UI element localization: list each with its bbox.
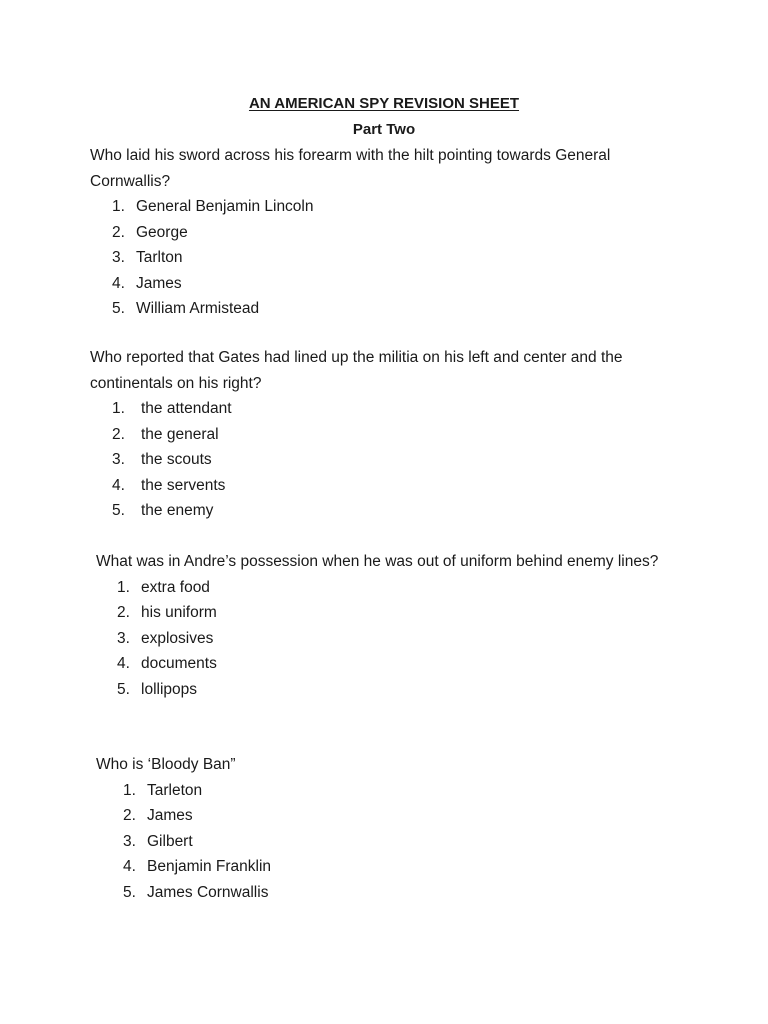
answer-item xyxy=(123,829,696,855)
question-1-answers xyxy=(112,194,690,322)
question-2-text: Who reported that Gates had lined up the militia on his left and center and the continentals on his right? xyxy=(90,349,623,392)
document-subtitle: Part Two xyxy=(352,121,416,138)
answer-item xyxy=(112,296,690,322)
answer-number: 4. xyxy=(117,655,130,672)
answer-item xyxy=(112,422,690,448)
answer-number: 3. xyxy=(112,249,125,266)
answer-number: 3. xyxy=(112,451,125,468)
answer-text: Tarlton xyxy=(136,249,183,266)
document-title-text: AN AMERICAN SPY REVISION SHEET xyxy=(248,95,520,112)
answer-text: James Cornwallis xyxy=(147,883,269,901)
answer-item xyxy=(112,447,690,473)
answer-number: 1. xyxy=(123,781,136,799)
question-3-answers xyxy=(117,575,696,703)
question-3 xyxy=(96,549,696,702)
answer-text: explosives xyxy=(141,629,214,647)
answer-text: George xyxy=(136,223,188,241)
answer-text: the attendant xyxy=(141,400,232,417)
answer-item xyxy=(112,271,690,297)
answer-item xyxy=(117,677,696,703)
answer-text: the servents xyxy=(141,476,226,494)
answer-item xyxy=(123,854,696,880)
answer-number: 4. xyxy=(123,858,136,875)
answer-number: 4. xyxy=(112,476,125,494)
answer-text: the enemy xyxy=(141,502,214,519)
answer-text: documents xyxy=(141,655,217,672)
question-2-answers xyxy=(112,396,690,524)
answer-item xyxy=(112,220,690,246)
answer-item xyxy=(112,194,690,220)
answer-number: 2. xyxy=(112,223,125,241)
answer-number: 5. xyxy=(112,300,125,317)
answer-item xyxy=(117,651,696,677)
answer-number: 1. xyxy=(112,198,125,215)
question-1 xyxy=(90,143,690,322)
answer-item xyxy=(112,473,690,499)
answer-text: Benjamin Franklin xyxy=(147,858,272,875)
answer-text: Gilbert xyxy=(147,832,193,850)
answer-item xyxy=(123,880,696,906)
answer-text: Tarleton xyxy=(147,781,203,799)
question-4 xyxy=(96,752,696,905)
answer-number: 1. xyxy=(117,578,130,596)
answer-item xyxy=(123,778,696,804)
answer-text: William Armistead xyxy=(136,300,260,317)
answer-text: James xyxy=(147,807,193,824)
answer-number: 5. xyxy=(117,680,130,698)
answer-number: 2. xyxy=(123,807,136,824)
answer-number: 2. xyxy=(117,604,130,621)
answer-number: 5. xyxy=(123,883,136,901)
question-4-answers xyxy=(123,778,696,906)
answer-item xyxy=(117,575,696,601)
answer-item xyxy=(112,498,690,524)
answer-text: General Benjamin Lincoln xyxy=(136,198,314,215)
answer-number: 4. xyxy=(112,274,125,292)
answer-item xyxy=(112,245,690,271)
question-3-text: What was in Andre’s possession when he was out of uniform behind enemy lines? xyxy=(96,553,659,570)
answer-text: lollipops xyxy=(141,680,198,698)
answer-item xyxy=(117,600,696,626)
answer-number: 5. xyxy=(112,502,125,519)
answer-text: extra food xyxy=(141,578,210,596)
answer-number: 3. xyxy=(117,629,130,647)
answer-text: the scouts xyxy=(141,451,212,468)
answer-item xyxy=(112,396,690,422)
document-title xyxy=(0,94,768,114)
answer-number: 2. xyxy=(112,425,125,443)
answer-text: the general xyxy=(141,425,219,443)
answer-number: 1. xyxy=(112,400,125,417)
answer-number: 3. xyxy=(123,832,136,850)
answer-item xyxy=(123,803,696,829)
question-2 xyxy=(90,345,690,524)
answer-item xyxy=(117,626,696,652)
question-1-text: Who laid his sword across his forearm with the hilt pointing towards General Cornwallis? xyxy=(90,147,611,190)
answer-text: his uniform xyxy=(141,604,217,621)
answer-text: James xyxy=(136,274,182,292)
question-4-text: Who is ‘Bloody Ban” xyxy=(96,756,236,773)
